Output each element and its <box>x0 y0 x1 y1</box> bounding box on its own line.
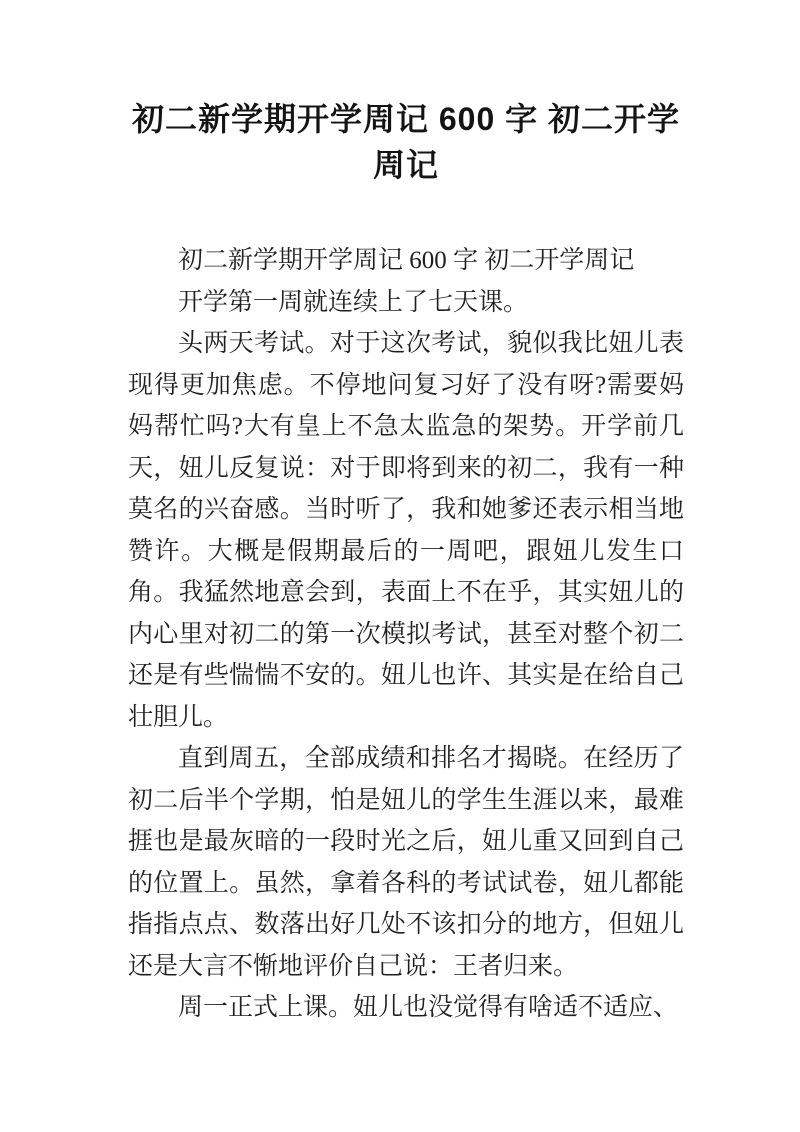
paragraph: 头两天考试。对于这次考试，貌似我比妞儿表现得更加焦虑。不停地问复习好了没有呀?需要妈妈帮忙吗?大有皇上不急太监急的架势。开学前几天，妞儿反复说：对于即将到来的初二，我有一种莫名的兴奋感。当时听了，我和她爹还表示相当地赞许。大概是假期最后的一周吧，跟妞儿发生口角。我猛然地意会到，表面上不在乎，其实妞儿的内心里对初二的第一次模拟考试，甚至对整个初二还是有些惴惴不安的。妞儿也许、其实是在给自己壮胆儿。 <box>128 330 684 731</box>
paragraph: 直到周五，全部成绩和排名才揭晓。在经历了初二后半个学期，怕是妞儿的学生生涯以来，最难捱也是最灰暗的一段时光之后，妞儿重又回到自己的位置上。虽然，拿着各科的考试试卷，妞儿都能指指点点、数落出好几处不该扣分的地方，但妞儿还是大言不惭地评价自己说：王者归来。 <box>128 745 684 980</box>
paragraph: 周一正式上课。妞儿也没觉得有啥适不适应、 <box>178 994 679 1021</box>
document-body <box>128 240 684 1029</box>
paragraph: 开学第一周就连续上了七天课。 <box>178 288 529 316</box>
page-title: 初二新学期开学周记 600 字 初二开学周记 <box>131 101 681 183</box>
paragraph-title-line: 初二新学期开学周记 600 字 初二开学周记 <box>178 247 635 274</box>
